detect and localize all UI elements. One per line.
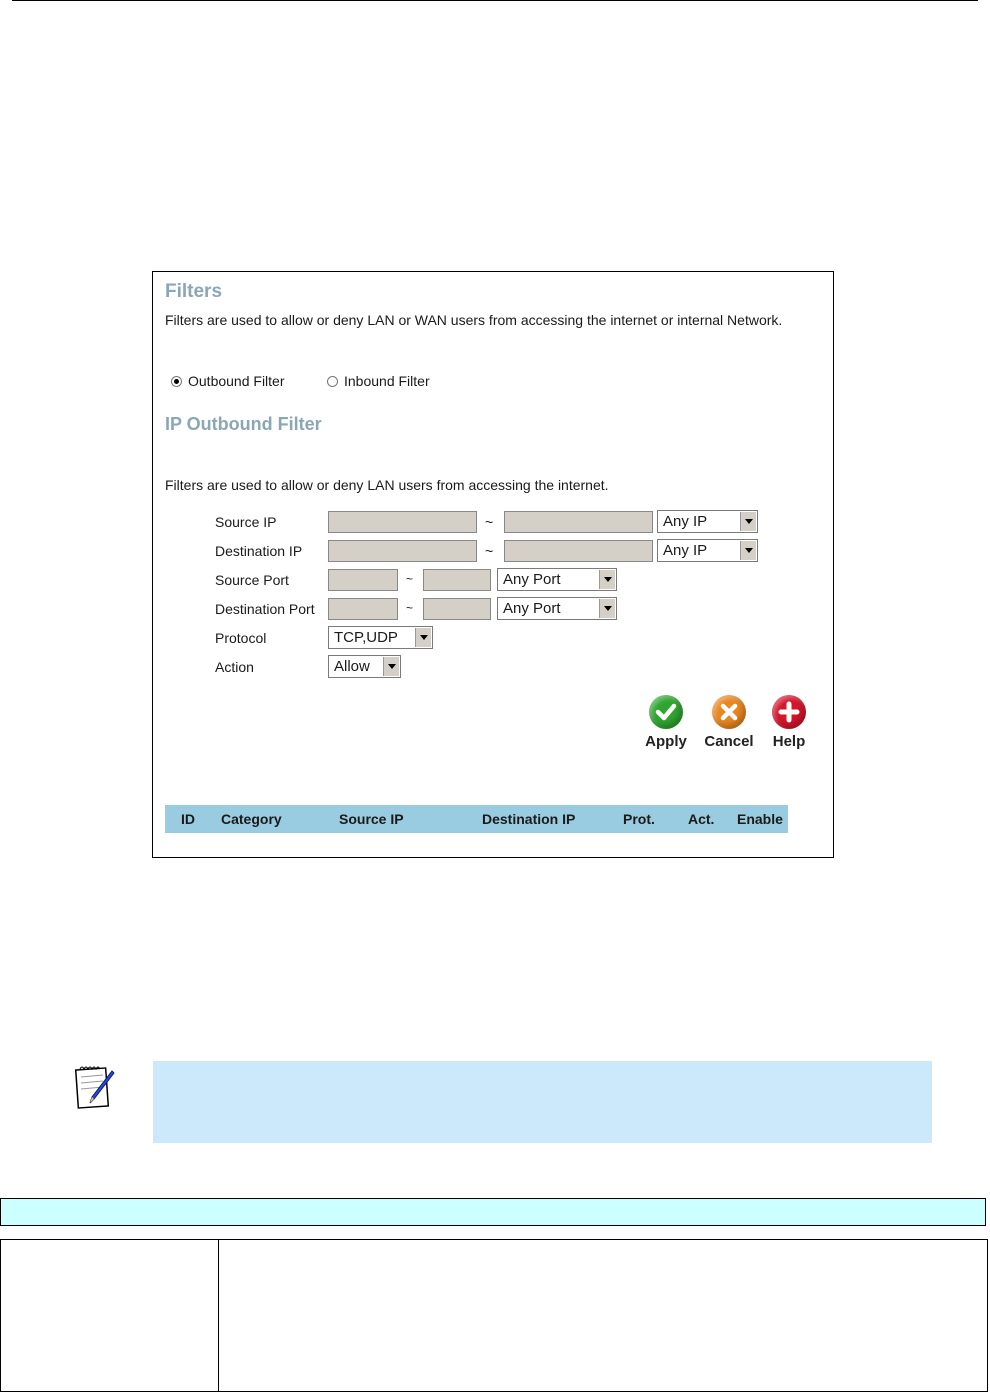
radio-selected-icon	[171, 376, 182, 387]
chevron-down-icon	[740, 541, 756, 560]
outbound-filter-radio[interactable]	[171, 373, 285, 389]
source-ip-from-input[interactable]	[328, 511, 477, 533]
plus-icon	[772, 695, 806, 729]
inbound-filter-radio[interactable]	[327, 373, 430, 389]
top-rule	[12, 0, 978, 1]
panel-title: Filters	[165, 281, 223, 302]
chevron-down-icon	[599, 599, 615, 618]
source-port-select[interactable]	[497, 568, 617, 591]
filters-panel	[152, 271, 834, 858]
source-ip-select[interactable]	[657, 510, 758, 533]
range-separator: ~	[485, 514, 494, 530]
apply-button[interactable]	[641, 695, 691, 750]
source-port-to-input[interactable]	[423, 569, 491, 591]
cancel-label: Cancel	[704, 733, 754, 750]
section-description: Filters are used to allow or deny LAN users from accessing the internet.	[165, 477, 609, 493]
destination-ip-select-value: Any IP	[663, 542, 708, 559]
range-separator: ~	[406, 572, 414, 586]
col-action: Act.	[688, 811, 715, 827]
range-separator: ~	[406, 601, 414, 615]
protocol-select-value: TCP,UDP	[334, 629, 398, 646]
col-id: ID	[181, 811, 195, 827]
cancel-button[interactable]	[701, 695, 757, 750]
destination-ip-label: Destination IP	[215, 543, 303, 559]
section-header-bar	[0, 1198, 986, 1226]
col-enable: Enable	[737, 811, 783, 827]
x-icon	[712, 695, 746, 729]
help-label: Help	[772, 733, 806, 750]
protocol-label: Protocol	[215, 630, 267, 646]
radio-unselected-icon	[327, 376, 338, 387]
table-column-divider	[218, 1240, 219, 1391]
action-label: Action	[215, 659, 254, 675]
col-destination-ip: Destination IP	[482, 811, 576, 827]
apply-label: Apply	[645, 733, 687, 750]
chevron-down-icon	[740, 512, 756, 531]
source-ip-label: Source IP	[215, 514, 277, 530]
range-separator: ~	[485, 543, 494, 559]
chevron-down-icon	[383, 657, 399, 676]
destination-ip-from-input[interactable]	[328, 540, 477, 562]
action-select[interactable]	[328, 655, 401, 678]
destination-port-to-input[interactable]	[423, 598, 491, 620]
inbound-filter-label: Inbound Filter	[344, 373, 430, 389]
notepad-pen-icon	[72, 1063, 120, 1115]
section-subtitle: IP Outbound Filter	[165, 414, 322, 434]
check-icon	[649, 695, 683, 729]
outbound-filter-label: Outbound Filter	[188, 373, 285, 389]
chevron-down-icon	[599, 570, 615, 589]
destination-ip-select[interactable]	[657, 539, 758, 562]
filter-table-header	[165, 805, 788, 833]
action-select-value: Allow	[334, 658, 370, 675]
help-button[interactable]	[767, 695, 811, 750]
destination-port-select-value: Any Port	[503, 600, 561, 617]
col-source-ip: Source IP	[339, 811, 404, 827]
col-protocol: Prot.	[623, 811, 655, 827]
col-category: Category	[221, 811, 282, 827]
source-ip-select-value: Any IP	[663, 513, 708, 530]
destination-ip-to-input[interactable]	[504, 540, 653, 562]
destination-port-from-input[interactable]	[328, 598, 398, 620]
chevron-down-icon	[415, 628, 431, 647]
description-table	[0, 1239, 988, 1392]
source-port-label: Source Port	[215, 572, 289, 588]
protocol-select[interactable]	[328, 626, 433, 649]
panel-description: Filters are used to allow or deny LAN or WAN users from accessing the internet or internal Network.	[165, 312, 783, 328]
source-port-select-value: Any Port	[503, 571, 561, 588]
note-box	[153, 1061, 932, 1143]
destination-port-select[interactable]	[497, 597, 617, 620]
source-ip-to-input[interactable]	[504, 511, 653, 533]
source-port-from-input[interactable]	[328, 569, 398, 591]
destination-port-label: Destination Port	[215, 601, 315, 617]
